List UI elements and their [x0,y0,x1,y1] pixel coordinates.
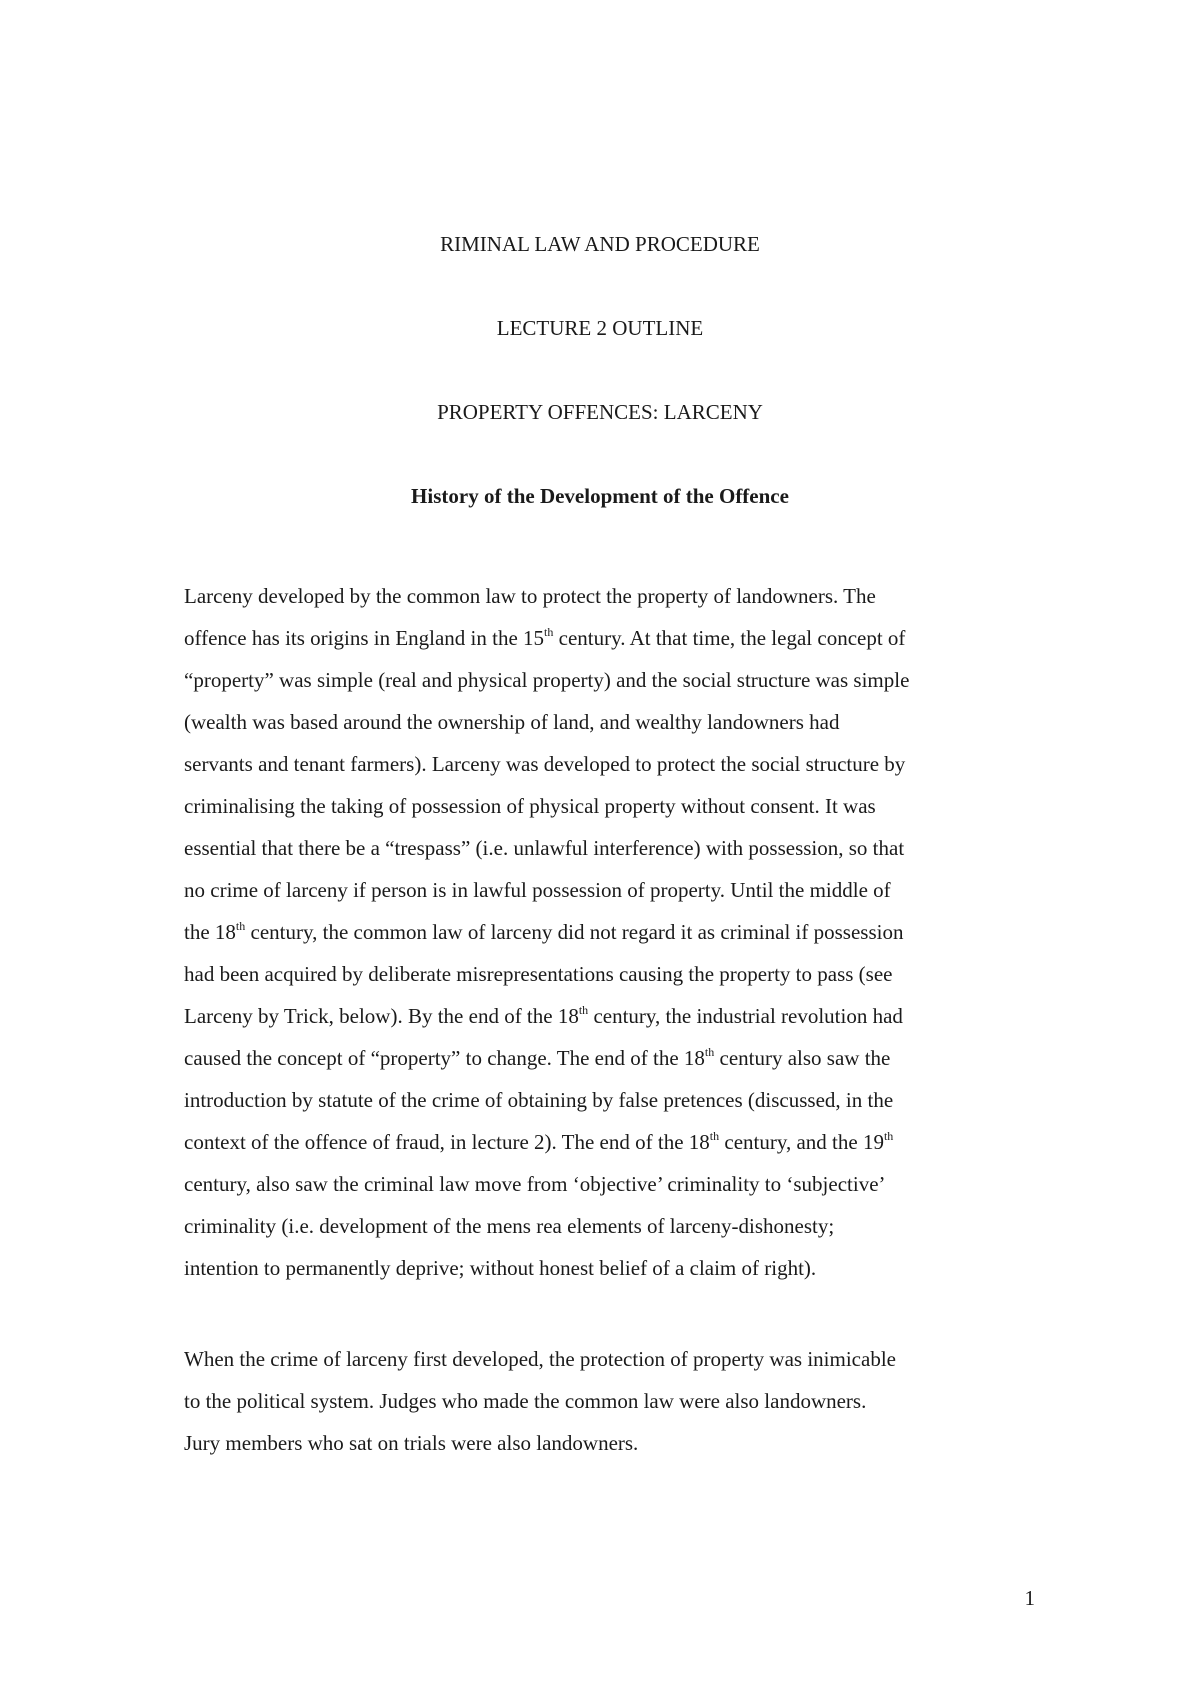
paragraph-political-system [184,1338,1044,1464]
line-text: had been acquired by deliberate misrepresentations causing the property to pass (see [184,962,893,986]
paragraph-line [184,1338,1044,1380]
line-text: introduction by statute of the crime of obtaining by false pretences (discussed, in the [184,1088,894,1112]
line-text: century, the common law of larceny did not regard it as criminal if possession [245,920,904,944]
paragraph-line [184,1037,1044,1079]
lecture-title: LECTURE 2 OUTLINE [496,316,704,340]
paragraph-line [184,1121,1044,1163]
line-text: century also saw the [714,1046,891,1070]
paragraph-line [184,995,1044,1037]
line-text: When the crime of larceny first developed, the protection of property was inimicable [184,1347,896,1371]
ordinal-suffix: th [578,1003,589,1017]
paragraph-line [184,1247,1044,1289]
line-text: essential that there be a “trespass” (i.e. unlawful interference) with possession, so that [184,836,905,860]
line-text: caused the concept of “property” to change. The end of the 18 [184,1046,705,1070]
line-text: century, the industrial revolution had [588,1004,903,1028]
line-text: criminalising the taking of possession of physical property without consent. It was [184,794,876,818]
course-title: RIMINAL LAW AND PROCEDURE [440,232,760,256]
line-text: century, also saw the criminal law move from ‘objective’ criminality to ‘subjective’ [184,1172,886,1196]
line-text: century, and the 19 [719,1130,884,1154]
ordinal-suffix: th [883,1129,894,1143]
ordinal-suffix: th [709,1129,720,1143]
line-text: century. At that time, the legal concept of [553,626,906,650]
ordinal-suffix: th [704,1045,715,1059]
paragraph-line [184,1079,1044,1121]
line-text: Larceny developed by the common law to protect the property of landowners. The [184,584,876,608]
paragraph-line [184,827,1044,869]
line-text: criminality (i.e. development of the mens rea elements of larceny-dishonesty; [184,1214,835,1238]
line-text: the 18 [184,920,236,944]
paragraph-line [184,911,1044,953]
paragraph-line [184,953,1044,995]
paragraph-line [184,869,1044,911]
paragraph-line [184,743,1044,785]
line-text: no crime of larceny if person is in lawful possession of property. Until the middle of [184,878,891,902]
section-heading: History of the Development of the Offence [411,484,789,508]
ordinal-suffix: th [544,625,554,639]
line-text: to the political system. Judges who made the common law were also landowners. [184,1389,867,1413]
paragraph-line [184,659,1044,701]
paragraph-line [184,1163,1044,1205]
line-text: offence has its origins in England in the 15 [184,626,545,650]
line-text: context of the offence of fraud, in lecture 2). The end of the 18 [184,1130,710,1154]
ordinal-suffix: th [235,919,246,933]
paragraph-line [184,1380,1044,1422]
paragraph-history [184,575,1044,1289]
line-text: servants and tenant farmers). Larceny was developed to protect the social structure by [184,752,906,776]
paragraph-line [184,701,1044,743]
paragraph-line [184,617,1044,659]
line-text: Larceny by Trick, below). By the end of the 18 [184,1004,579,1028]
line-text: “property” was simple (real and physical property) and the social structure was simple [184,668,910,692]
line-text: intention to permanently deprive; without honest belief of a claim of right). [184,1256,817,1280]
topic-title: PROPERTY OFFENCES: LARCENY [437,400,763,424]
paragraph-line [184,785,1044,827]
paragraph-line [184,1205,1044,1247]
page-number: 1 [1024,1586,1035,1610]
paragraph-line [184,1422,1044,1464]
line-text: Jury members who sat on trials were also landowners. [184,1431,639,1455]
paragraph-line [184,575,1044,617]
line-text: (wealth was based around the ownership of land, and wealthy landowners had [184,710,840,734]
